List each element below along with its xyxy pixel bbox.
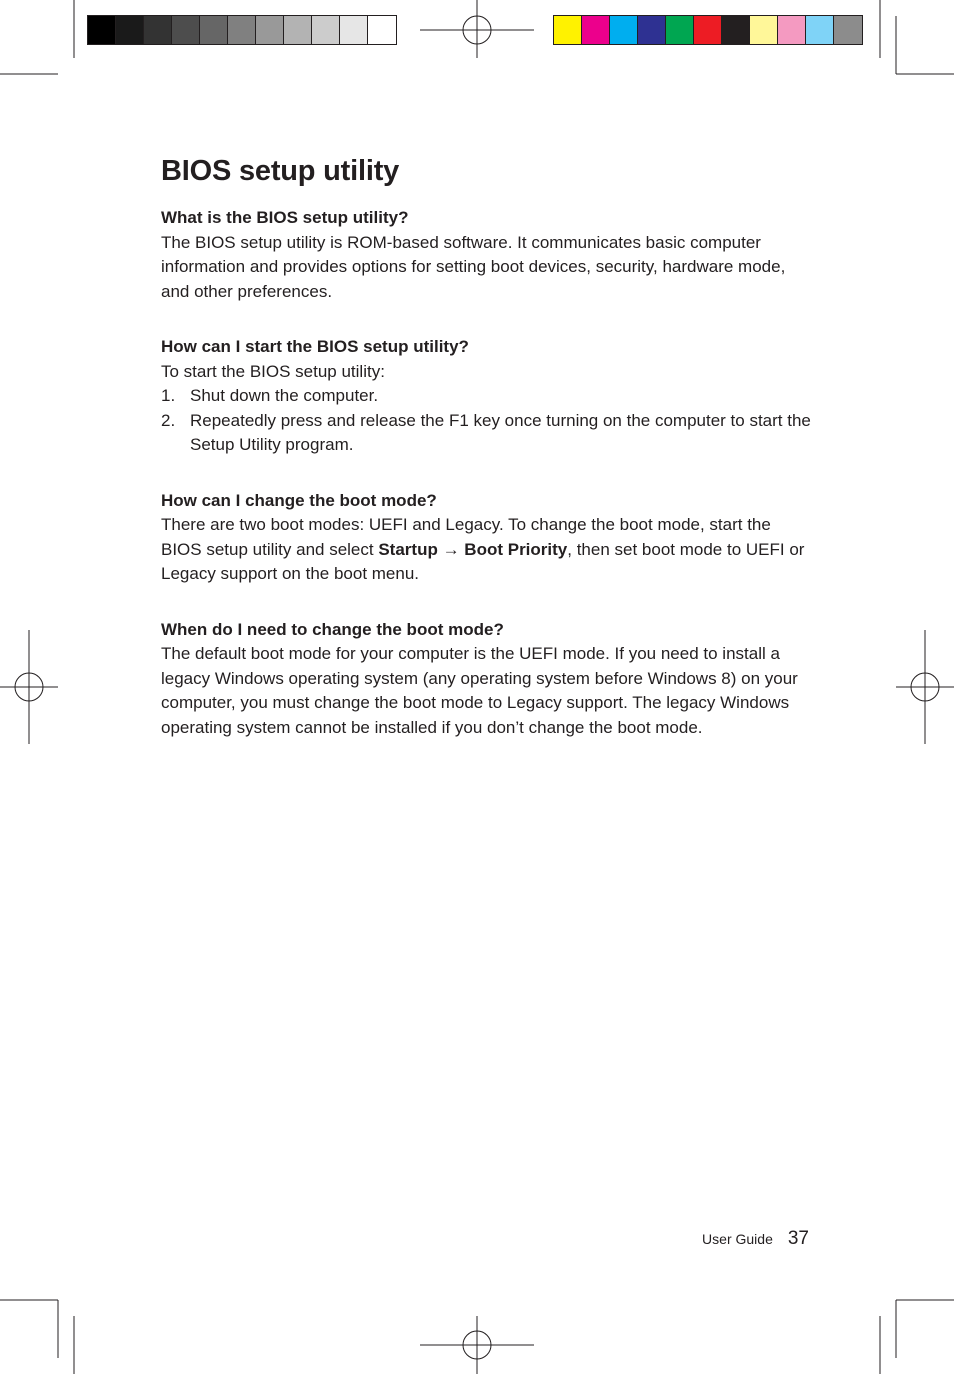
body-text-post: , then set boot mode to UEFI or Legacy support on the boot menu. (161, 539, 805, 583)
section-start-bios (161, 335, 816, 458)
step-item (161, 409, 816, 458)
footer-label: User Guide (702, 1231, 773, 1247)
step-item (161, 384, 816, 409)
section-heading: When do I need to change the boot mode? (161, 619, 504, 639)
menu-arrow: → (437, 539, 465, 559)
section-when-change-boot-mode (161, 618, 816, 741)
menu-boot-priority: Boot Priority (464, 539, 568, 559)
step-text: Shut down the computer. (190, 386, 379, 405)
section-body: The default boot mode for your computer is the UEFI mode. If you need to install a legacy Windows operating system (any operating system before Windows 8) on your computer, you must change the boot mode to Legacy support. The legacy Windows operating system cannot be installed if you don’t change the boot mode. (161, 644, 798, 737)
page-title: BIOS setup utility (161, 155, 400, 187)
section-intro: To start the BIOS setup utility: (161, 361, 385, 381)
steps-list (161, 384, 816, 458)
step-number: 1. (161, 386, 176, 405)
section-body (161, 513, 816, 587)
step-number: 2. (161, 410, 176, 430)
page-footer (702, 1228, 809, 1250)
page-content (161, 155, 816, 771)
section-body: The BIOS setup utility is ROM-based software. It communicates basic computer information and provides options for setting boot devices, security, hardware mode, and other preferences. (161, 232, 786, 301)
section-heading: How can I start the BIOS setup utility? (161, 337, 469, 356)
page-number: 37 (787, 1228, 809, 1249)
section-heading: What is the BIOS setup utility? (161, 208, 409, 227)
section-change-boot-mode (161, 489, 816, 587)
section-heading: How can I change the boot mode? (161, 490, 437, 510)
body-text-pre: There are two boot modes: UEFI and Legacy. To change the boot mode, start the BIOS setup utility and select (161, 515, 771, 559)
step-text: Repeatedly press and release the F1 key once turning on the computer to start the Setup Utility program. (190, 410, 811, 454)
menu-startup: Startup (378, 539, 438, 559)
section-what-is-bios (161, 206, 816, 304)
